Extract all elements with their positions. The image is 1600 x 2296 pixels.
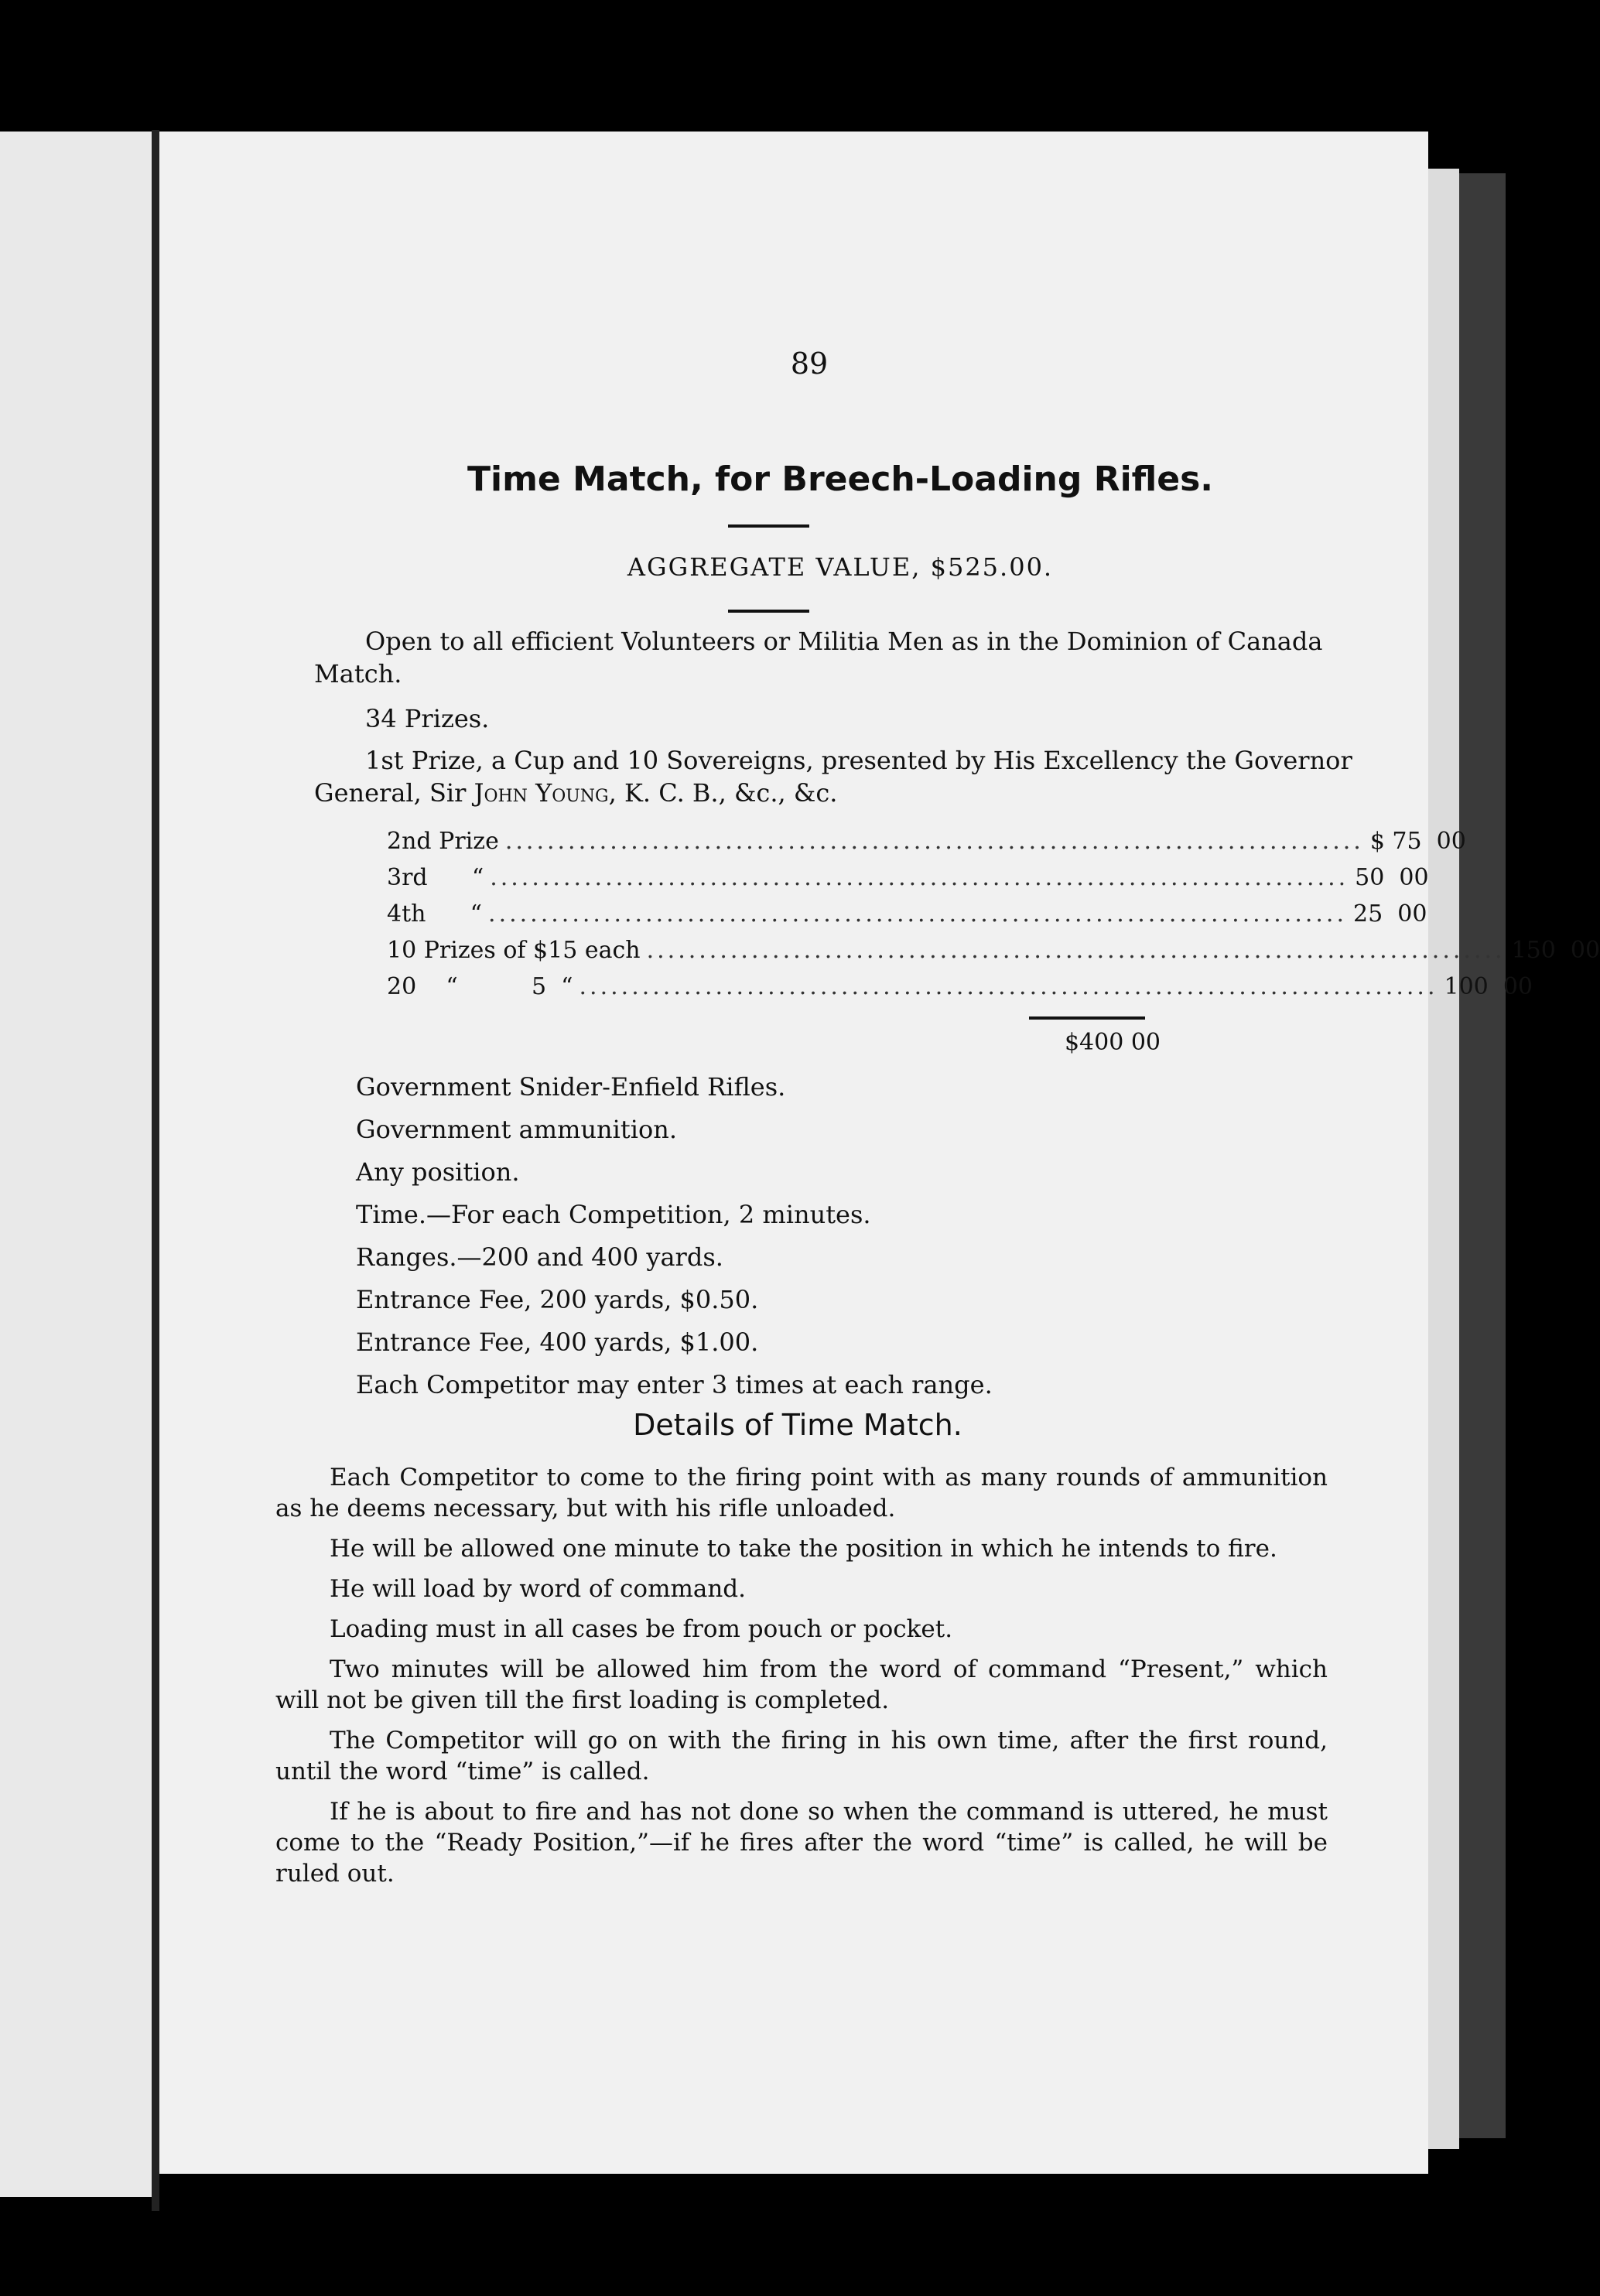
prizes-count: 34 Prizes. [365, 704, 490, 733]
condition-item: Time.—For each Competition, 2 minutes. [356, 1200, 871, 1229]
condition-item: Entrance Fee, 200 yards, $0.50. [356, 1285, 759, 1314]
prize-total: $400 00 [1064, 1029, 1161, 1056]
page-title: Time Match, for Breech-Loading Rifles. [467, 460, 1214, 499]
page-number: 89 [790, 347, 829, 381]
details-paragraph: He will load by word of command. [330, 1575, 747, 1603]
prize-table [387, 828, 1600, 1010]
prize-label: 2nd Prize [387, 828, 499, 855]
total-rule [1029, 1016, 1145, 1020]
eligibility-paragraph: Open to all efficient Volunteers or Militia Men as in the Dominion of Canada Match. [314, 627, 1323, 688]
page-edges [1428, 169, 1459, 2149]
prize-amount: $ 75 00 [1369, 828, 1466, 855]
details-paragraph: The Competitor will go on with the firing in his own time, after the first round, until the word “time” is called. [275, 1727, 1328, 1785]
details-paragraph: He will be allowed one minute to take the position in which he intends to fire. [330, 1535, 1277, 1563]
prize-amount: 25 00 [1353, 900, 1427, 928]
first-prize-suffix: , K. C. B., &c., &c. [608, 778, 838, 808]
leader-dots: .................................................................................. [504, 828, 1364, 855]
condition-item: Entrance Fee, 400 yards, $1.00. [356, 1327, 759, 1357]
details-paragraph: If he is about to fire and has not done so when the command is uttered, he must come to the “Ready Position,”—if he fires after the word “time” is called, he will be ruled out. [275, 1798, 1328, 1888]
book-cover-edge [1459, 173, 1506, 2138]
first-prize-paragraph [314, 744, 1359, 809]
prize-row [387, 864, 1429, 900]
prize-label: 3rd “ [387, 864, 484, 891]
prize-label: 20 “ 5 “ [387, 973, 573, 1000]
aggregate-rule [728, 610, 809, 613]
title-rule [728, 524, 809, 528]
details-paragraph: Two minutes will be allowed him from the word of command “Present,” which will not be given till the first loading is completed. [275, 1655, 1328, 1714]
condition-item: Each Competitor may enter 3 times at each range. [356, 1370, 993, 1399]
details-paragraph: Each Competitor to come to the firing point with as many rounds of ammunition as he deems necessary, but with his rifle unloaded. [275, 1464, 1328, 1522]
details-body [275, 1462, 1328, 1898]
prize-label: 10 Prizes of $15 each [387, 937, 641, 964]
leader-dots: .................................................................................. [488, 900, 1347, 928]
aggregate-value: AGGREGATE VALUE, $525.00. [627, 552, 1054, 582]
prize-amount: 150 00 [1511, 937, 1600, 964]
prize-amount: 50 00 [1355, 864, 1429, 891]
donor-name: John Young [474, 778, 609, 808]
details-heading: Details of Time Match. [633, 1408, 962, 1442]
condition-item: Ranges.—200 and 400 yards. [356, 1242, 723, 1272]
condition-item: Government ammunition. [356, 1115, 678, 1144]
prize-amount: 100 00 [1444, 973, 1533, 1000]
details-paragraph: Loading must in all cases be from pouch or pocket. [330, 1615, 953, 1643]
conditions-list [356, 1066, 1207, 1406]
condition-item: Any position. [356, 1157, 520, 1187]
leader-dots: .................................................................................. [579, 973, 1438, 1000]
prize-row [387, 973, 1533, 1010]
leader-dots: .................................................................................. [490, 864, 1349, 891]
condition-item: Government Snider-Enfield Rifles. [356, 1072, 786, 1102]
prize-row [387, 900, 1427, 937]
page-content [159, 132, 1600, 2174]
leader-dots: .................................................................................. [646, 937, 1506, 964]
prize-row [387, 828, 1466, 864]
facing-page [0, 132, 152, 2197]
gutter-shadow [152, 130, 159, 2211]
prize-row [387, 937, 1600, 973]
first-prize-text: 1st Prize, a Cup and 10 Sovereigns, presented by His Excellency the Governor General, Sir [314, 746, 1352, 808]
prize-label: 4th “ [387, 900, 483, 928]
